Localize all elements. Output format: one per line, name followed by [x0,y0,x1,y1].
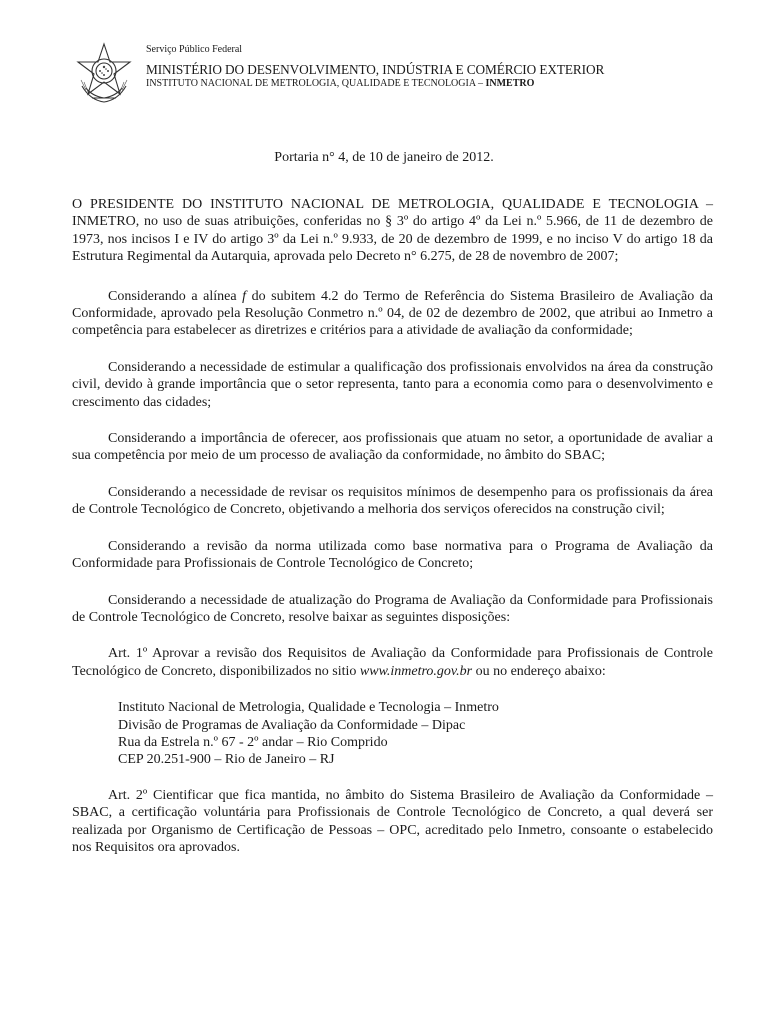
consideration-paragraph-1 [72,288,713,340]
article-1-text-a: Art. 1º Aprovar a revisão dos Requisitos de Avaliação da Conformidade para Profissionais de Controle Tecnológico de Concreto, disponibilizados no sitio [72,646,713,679]
letterhead-text [146,40,604,90]
consideration-1-letter: f [242,288,246,304]
consideration-paragraph-6: Considerando a necessidade de atualização do Programa de Avaliação da Conformidade para Profissionais de Controle Tecnológico de Concreto, resolve baixar as seguintes disposições: [72,592,713,625]
address-line-2: Divisão de Programas de Avaliação da Conformidade – Dipac [118,717,466,733]
institute-acronym: INMETRO [485,78,535,89]
address-block [118,699,713,769]
institute-name [146,78,604,90]
website-link[interactable]: www.inmetro.gov.br [359,663,473,679]
consideration-1-text-b: do subitem 4.2 do Termo de Referência do Sistema Brasileiro de Avaliação da Conformidade, aprovado pela Resolução Conmetro n.º 04, de 02 de dezembro de 2002, que atribui ao Inmetro a competência para estabelecer as diretrizes e critérios para a atividade de avaliação da conformidade; [72,288,714,339]
consideration-1-text-a: Considerando a alínea [108,288,243,304]
article-1-text-b: ou no endereço abaixo: [472,663,606,679]
consideration-paragraph-3: Considerando a importância de oferecer, aos profissionais que atuam no setor, a oportunidade de avaliar a sua competência por meio de um processo de avaliação da conformidade, no âmbito do SBAC; [72,431,713,464]
address-line-3: Rua da Estrela n.º 67 - 2º andar – Rio Comprido [118,734,388,750]
article-2: Art. 2º Cientificar que fica mantida, no âmbito do Sistema Brasileiro de Avaliação da Conformidade – SBAC, a certificação voluntária para Profissionais de Controle Tecnológico de Concreto, a qual deverá ser realizada por Organismo de Certificação de Pessoas – OPC, acreditado pelo Inmetro, consoante o estabelecido nos Requisitos ora aprovados. [72,787,713,855]
consideration-paragraph-5: Considerando a revisão da norma utilizada como base normativa para o Programa de Avaliação da Conformidade para Profissionais de Controle Tecnológico de Concreto; [72,538,713,572]
coat-of-arms-icon [72,42,136,106]
consideration-paragraph-2: Considerando a necessidade de estimular a qualificação dos profissionais envolvidos na área da construção civil, devido à grande importância que o setor representa, tanto para a economia como para o desenvolvimento e crescimento das cidades; [72,359,713,410]
ministry-name: MINISTÉRIO DO DESENVOLVIMENTO, INDÚSTRIA E COMÉRCIO EXTERIOR [146,62,605,77]
document-body [72,196,713,875]
document-title: Portaria n° 4, de 10 de janeiro de 2012. [274,150,494,165]
consideration-paragraph-4: Considerando a necessidade de revisar os requisitos mínimos de desempenho para os profissionais da área de Controle Tecnológico de Concreto, objetivando a melhoria dos serviços oferecidos na construção civil; [72,484,713,518]
address-line-1: Instituto Nacional de Metrologia, Qualidade e Tecnologia – Inmetro [118,700,499,716]
service-label: Serviço Público Federal [146,44,243,55]
address-line-4: CEP 20.251-900 – Rio de Janeiro – RJ [118,752,335,768]
institute-name-prefix: INSTITUTO NACIONAL DE METROLOGIA, QUALIDADE E TECNOLOGIA – [146,78,486,89]
letterhead [72,40,712,110]
article-1 [72,645,713,680]
intro-paragraph: O PRESIDENTE DO INSTITUTO NACIONAL DE METROLOGIA, QUALIDADE E TECNOLOGIA – INMETRO, no uso de suas atribuições, conferidas no § 3º do artigo 4º da Lei n.º 5.966, de 11 de dezembro de 1973, nos incisos I e IV do artigo 3º da Lei n.º 9.933, de 20 de dezembro de 1999, e no inciso V do artigo 18 da Estrutura Regimental da Autarquia, aprovada pelo Decreto n° 6.275, de 28 de novembro de 2007; [72,197,713,265]
